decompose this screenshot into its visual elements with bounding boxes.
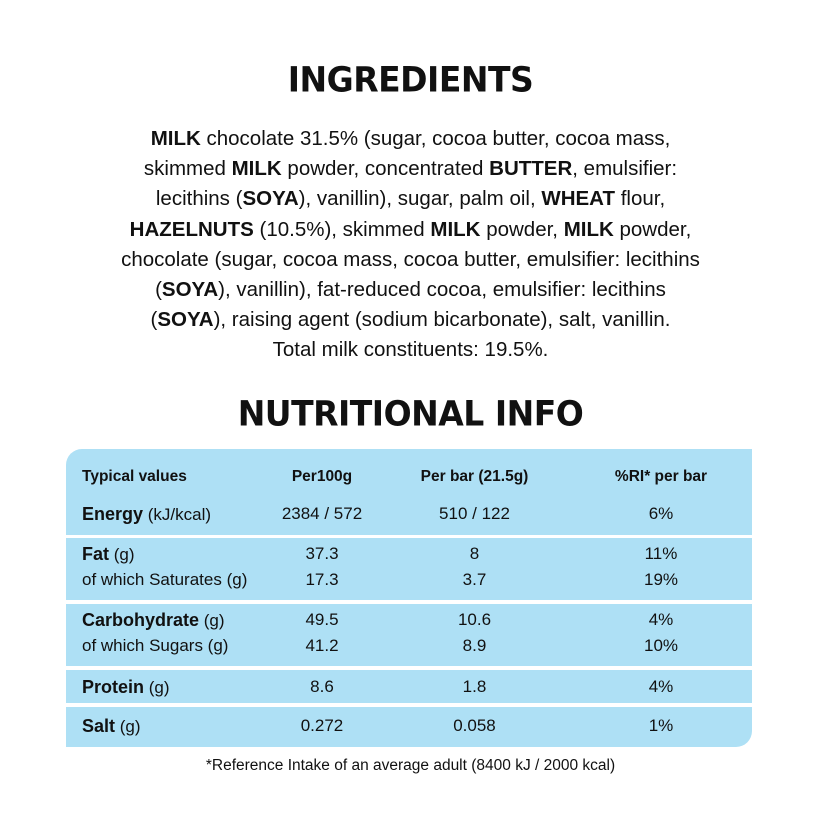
ingredient-text: ), raising agent (sodium bicarbonate), salt, vanillin. [213, 308, 671, 332]
ingredient-text: skimmed [143, 157, 232, 181]
nutrition-table [66, 449, 752, 747]
value-ri: 1% [648, 716, 674, 735]
value-per-bar: 8.9 [462, 636, 487, 655]
ingredients-line [50, 245, 771, 275]
value-per-100g: 17.3 [305, 570, 339, 589]
nutrient-name: of which Sugars (g) [82, 636, 229, 655]
value-per-bar: 3.7 [462, 570, 487, 589]
value-ri: 19% [643, 570, 679, 589]
allergen-text: SOYA [242, 187, 299, 211]
ingredients-line [50, 184, 771, 214]
ingredient-text: (10.5%), skimmed [253, 217, 431, 241]
value-per-100g: 0.272 [300, 716, 344, 735]
ingredient-text: , emulsifier: [572, 157, 678, 181]
ingredient-text: chocolate 31.5% (sugar, cocoa butter, cocoa mass, [200, 127, 671, 150]
nutrient-name: of which Saturates (g) [82, 570, 248, 589]
ingredients-line [50, 124, 771, 154]
allergen-text: WHEAT [541, 187, 615, 211]
ingredients-line [50, 154, 771, 184]
value-per-bar: 0.058 [453, 716, 496, 735]
value-per-100g: 41.2 [305, 636, 339, 655]
value-ri: 4% [648, 610, 674, 629]
table-row [66, 541, 752, 567]
value-ri: 10% [643, 636, 679, 655]
allergen-text: HAZELNUTS [129, 217, 254, 241]
allergen-text: SOYA [161, 278, 219, 302]
ingredient-text: ( [155, 278, 162, 302]
value-per-bar: 10.6 [457, 610, 492, 629]
ingredient-text: powder, [613, 217, 692, 241]
table-row [66, 633, 752, 659]
ingredient-text: lecithins ( [155, 187, 243, 211]
allergen-text: SOYA [157, 308, 214, 332]
header-ri-per-bar: %RI* per bar [614, 468, 708, 485]
value-ri: 4% [648, 677, 674, 696]
ingredient-text: flour, [615, 187, 666, 211]
nutrient-name: Carbohydrate (g) [82, 610, 225, 630]
value-per-bar: 510 / 122 [439, 504, 510, 523]
table-row [66, 567, 752, 593]
table-row [66, 713, 752, 739]
table-row [66, 607, 752, 633]
ingredients-line [50, 305, 771, 335]
ingredients-line [50, 215, 771, 245]
allergen-text: MILK [150, 127, 201, 150]
table-header-row [66, 464, 752, 490]
value-ri: 11% [644, 544, 678, 563]
ingredient-text: ( [150, 308, 158, 332]
ingredient-text: powder, concentrated [281, 157, 490, 181]
ingredient-text: chocolate (sugar, cocoa mass, cocoa butter, emulsifier: lecithins [121, 247, 700, 271]
nutrient-name: Salt (g) [82, 716, 141, 736]
ingredients-line [50, 335, 771, 365]
nutrition-title: NUTRITIONAL INFO [237, 393, 584, 434]
ingredients-text [50, 124, 771, 366]
table-row [66, 674, 752, 700]
value-per-100g: 8.6 [310, 677, 334, 696]
value-per-100g: 49.5 [305, 610, 339, 629]
header-per-100g: Per100g [291, 468, 353, 485]
nutrient-name: Energy (kJ/kcal) [82, 504, 212, 524]
header-typical-values: Typical values [82, 468, 187, 485]
ingredients-line [50, 275, 771, 305]
reference-intake-footnote: *Reference Intake of an average adult (8400 kJ / 2000 kcal) [205, 757, 616, 774]
ingredient-text: ), vanillin), sugar, palm oil, [298, 187, 542, 211]
value-per-100g: 2384 / 572 [281, 504, 363, 523]
value-per-100g: 37.3 [305, 544, 339, 563]
nutrient-name: Fat (g) [82, 544, 135, 564]
header-per-bar: Per bar (21.5g) [420, 468, 529, 485]
ingredient-text: ), vanillin), fat-reduced cocoa, emulsifier: lecithins [218, 278, 666, 302]
value-per-bar: 1.8 [462, 677, 487, 696]
allergen-text: MILK [231, 157, 282, 181]
table-row [66, 501, 752, 527]
allergen-text: BUTTER [489, 157, 573, 181]
ingredients-title: INGREDIENTS [287, 59, 534, 100]
nutrient-name: Protein (g) [82, 677, 170, 697]
allergen-text: MILK [430, 217, 481, 241]
value-ri: 6% [648, 504, 674, 523]
ingredient-text: Total milk constituents: 19.5%. [272, 338, 549, 362]
value-per-bar: 8 [469, 544, 480, 563]
ingredient-text: powder, [480, 217, 564, 241]
allergen-text: MILK [563, 217, 614, 241]
